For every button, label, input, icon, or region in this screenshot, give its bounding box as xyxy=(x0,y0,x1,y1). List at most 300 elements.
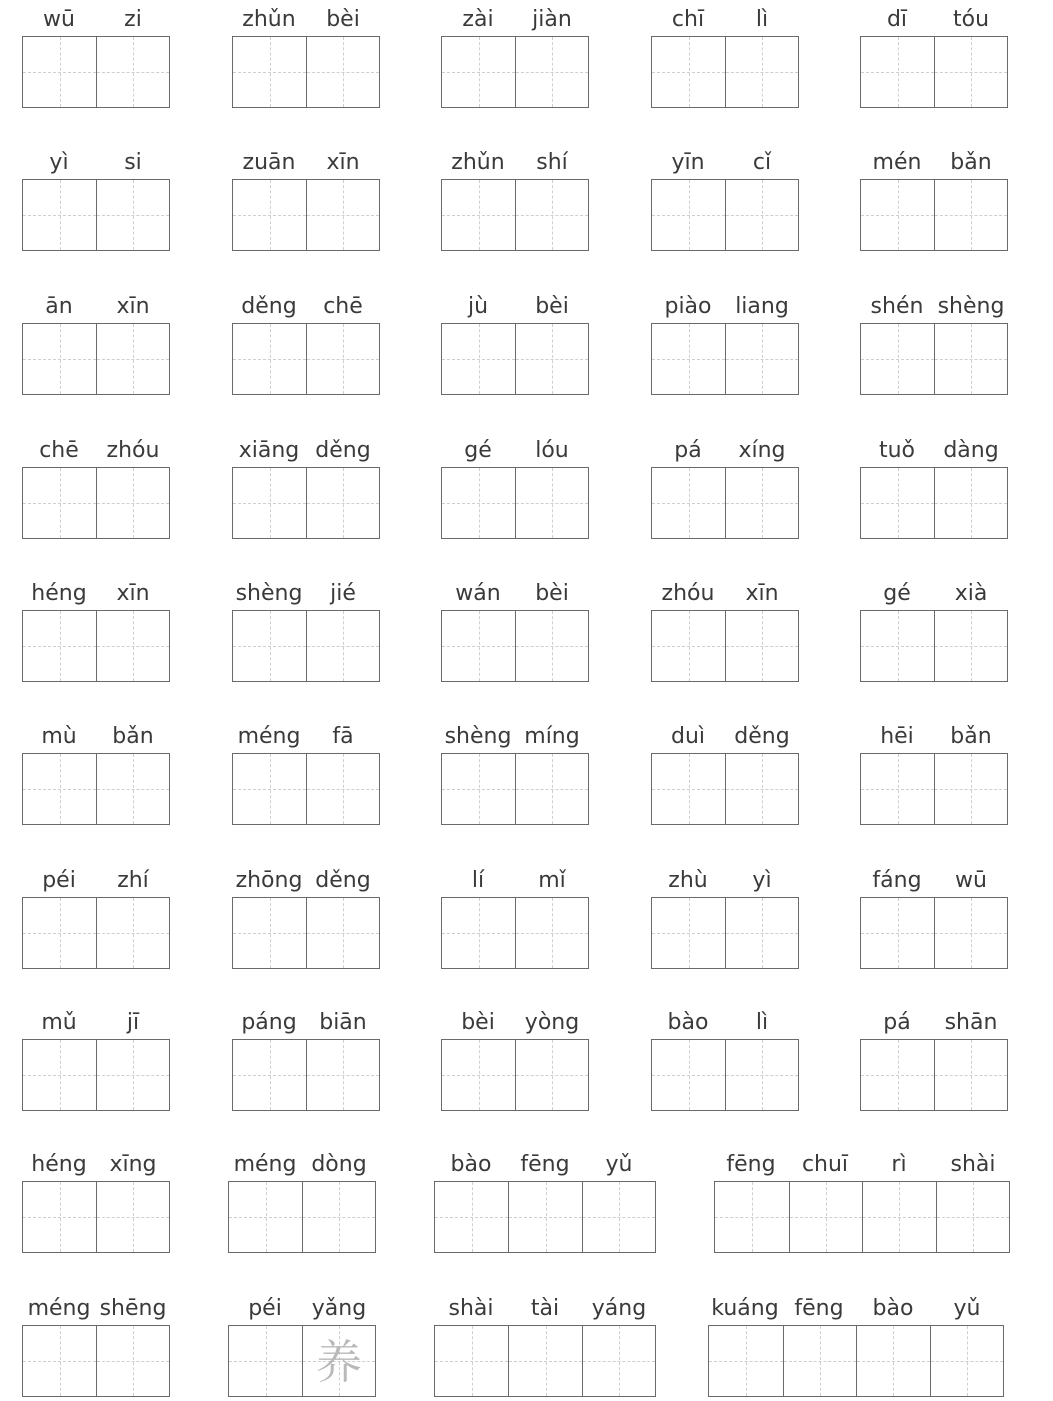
writing-grid xyxy=(434,1181,656,1253)
character-cell[interactable] xyxy=(442,754,515,824)
writing-grid xyxy=(22,36,170,108)
pinyin-syllable: děng xyxy=(315,438,371,463)
pinyin-syllable: dī xyxy=(886,7,908,32)
pinyin-syllable: mǔ xyxy=(41,1010,77,1035)
writing-grid xyxy=(22,467,170,539)
pinyin-syllable: hēi xyxy=(880,724,914,749)
character-cell[interactable] xyxy=(233,1040,306,1110)
pinyin-syllable: zài xyxy=(462,7,494,32)
writing-grid xyxy=(651,1039,799,1111)
writing-grid xyxy=(441,36,589,108)
character-cell[interactable] xyxy=(96,468,169,538)
pinyin-syllable: kuáng xyxy=(711,1296,779,1321)
character-cell[interactable] xyxy=(306,898,379,968)
writing-grid xyxy=(22,753,170,825)
pinyin-syllable: bèi xyxy=(535,581,569,606)
character-cell[interactable] xyxy=(442,180,515,250)
pinyin-syllable: xīn xyxy=(326,150,360,175)
character-cell[interactable] xyxy=(862,1182,936,1252)
character-cell[interactable] xyxy=(861,1040,934,1110)
pinyin-syllable: bèi xyxy=(326,7,360,32)
pinyin-syllable: zhóu xyxy=(106,438,160,463)
pinyin-syllable: fáng xyxy=(872,868,922,893)
character-cell[interactable] xyxy=(96,324,169,394)
writing-grid xyxy=(22,323,170,395)
character-cell[interactable] xyxy=(934,324,1007,394)
character-cell[interactable] xyxy=(652,611,725,681)
pinyin-syllable: shài xyxy=(950,1152,996,1177)
character-cell[interactable] xyxy=(442,898,515,968)
writing-grid xyxy=(22,897,170,969)
pinyin-syllable: míng xyxy=(524,724,580,749)
pinyin-syllable: fēng xyxy=(794,1296,844,1321)
writing-grid xyxy=(708,1325,1004,1397)
pinyin-row xyxy=(651,292,799,326)
pinyin-row xyxy=(651,1008,799,1042)
pinyin-row xyxy=(22,866,170,900)
prefilled-character: 养 xyxy=(316,1335,362,1389)
writing-grid xyxy=(714,1181,1010,1253)
pinyin-syllable: zi xyxy=(124,7,142,32)
writing-grid xyxy=(232,610,380,682)
character-cell[interactable] xyxy=(861,37,934,107)
pinyin-syllable: gé xyxy=(883,581,911,606)
character-cell[interactable] xyxy=(442,324,515,394)
pinyin-row xyxy=(232,579,380,613)
pinyin-syllable: lí xyxy=(471,868,485,893)
character-cell[interactable] xyxy=(302,1326,375,1396)
pinyin-syllable: dòng xyxy=(311,1152,367,1177)
pinyin-syllable: gé xyxy=(464,438,492,463)
pinyin-syllable: wán xyxy=(455,581,501,606)
character-cell[interactable] xyxy=(233,180,306,250)
pinyin-syllable: zhōng xyxy=(235,868,303,893)
character-cell[interactable] xyxy=(508,1326,581,1396)
pinyin-syllable: chuī xyxy=(801,1152,849,1177)
writing-grid xyxy=(860,610,1008,682)
character-cell[interactable] xyxy=(233,324,306,394)
pinyin-syllable: yǎng xyxy=(311,1296,367,1321)
pinyin-syllable: fēng xyxy=(726,1152,776,1177)
character-cell[interactable] xyxy=(233,611,306,681)
pinyin-row xyxy=(860,292,1008,326)
pinyin-syllable: fā xyxy=(332,724,354,749)
character-cell[interactable] xyxy=(725,754,798,824)
character-cell[interactable] xyxy=(302,1182,375,1252)
character-cell[interactable] xyxy=(96,1040,169,1110)
character-cell[interactable] xyxy=(233,754,306,824)
pinyin-syllable: méng xyxy=(237,724,301,749)
character-cell[interactable] xyxy=(442,37,515,107)
writing-grid xyxy=(22,610,170,682)
writing-grid xyxy=(441,1039,589,1111)
pinyin-row xyxy=(434,1294,656,1328)
pinyin-syllable: wū xyxy=(43,7,75,32)
character-cell[interactable] xyxy=(725,37,798,107)
pinyin-syllable: bǎn xyxy=(950,724,992,749)
pinyin-row xyxy=(860,1008,1008,1042)
pinyin-row xyxy=(441,436,589,470)
pinyin-syllable: chē xyxy=(323,294,363,319)
writing-grid xyxy=(441,610,589,682)
character-cell[interactable] xyxy=(725,324,798,394)
character-cell[interactable] xyxy=(306,611,379,681)
pinyin-row xyxy=(860,866,1008,900)
character-cell[interactable] xyxy=(934,754,1007,824)
pinyin-syllable: wū xyxy=(955,868,987,893)
pinyin-row xyxy=(441,579,589,613)
character-cell[interactable] xyxy=(515,468,588,538)
pinyin-row xyxy=(651,148,799,182)
pinyin-row xyxy=(232,722,380,756)
pinyin-row xyxy=(860,722,1008,756)
character-cell[interactable] xyxy=(306,468,379,538)
pinyin-syllable: zhí xyxy=(117,868,149,893)
pinyin-syllable: méng xyxy=(27,1296,91,1321)
character-cell[interactable] xyxy=(23,1326,96,1396)
pinyin-row xyxy=(22,5,170,39)
pinyin-row xyxy=(22,1008,170,1042)
pinyin-syllable: xiāng xyxy=(238,438,300,463)
pinyin-syllable: héng xyxy=(31,1152,87,1177)
character-cell[interactable] xyxy=(306,180,379,250)
character-cell[interactable] xyxy=(515,611,588,681)
pinyin-syllable: dàng xyxy=(943,438,999,463)
character-cell[interactable] xyxy=(861,611,934,681)
character-cell[interactable] xyxy=(23,898,96,968)
pinyin-syllable: pá xyxy=(674,438,702,463)
pinyin-syllable: bǎn xyxy=(950,150,992,175)
pinyin-syllable: shén xyxy=(870,294,924,319)
character-cell[interactable] xyxy=(783,1326,857,1396)
pinyin-syllable: xīn xyxy=(116,581,150,606)
pinyin-row xyxy=(441,866,589,900)
character-cell[interactable] xyxy=(861,468,934,538)
pinyin-syllable: xīng xyxy=(109,1152,157,1177)
pinyin-syllable: zhǔn xyxy=(451,150,505,175)
writing-grid xyxy=(651,179,799,251)
pinyin-syllable: bào xyxy=(872,1296,914,1321)
pinyin-syllable: jù xyxy=(467,294,489,319)
character-cell[interactable] xyxy=(652,754,725,824)
pinyin-syllable: shān xyxy=(944,1010,998,1035)
pinyin-syllable: zhóu xyxy=(661,581,715,606)
character-cell[interactable] xyxy=(652,324,725,394)
character-cell[interactable] xyxy=(861,180,934,250)
writing-grid xyxy=(232,36,380,108)
character-cell[interactable] xyxy=(934,468,1007,538)
writing-grid xyxy=(651,610,799,682)
pinyin-syllable: pá xyxy=(883,1010,911,1035)
pinyin-row xyxy=(860,148,1008,182)
character-cell[interactable] xyxy=(96,180,169,250)
pinyin-row xyxy=(441,1008,589,1042)
writing-grid xyxy=(860,323,1008,395)
writing-grid xyxy=(232,467,380,539)
character-cell[interactable] xyxy=(229,1182,302,1252)
pinyin-syllable: liang xyxy=(735,294,789,319)
character-cell[interactable] xyxy=(725,611,798,681)
character-cell[interactable] xyxy=(306,1040,379,1110)
pinyin-syllable: xīn xyxy=(745,581,779,606)
character-cell[interactable] xyxy=(515,37,588,107)
character-cell[interactable] xyxy=(23,468,96,538)
character-cell[interactable] xyxy=(435,1182,508,1252)
character-cell[interactable] xyxy=(96,754,169,824)
writing-grid xyxy=(441,179,589,251)
pinyin-syllable: piào xyxy=(664,294,712,319)
character-cell[interactable] xyxy=(934,37,1007,107)
pinyin-syllable: xià xyxy=(954,581,988,606)
pinyin-syllable: shài xyxy=(448,1296,494,1321)
character-cell[interactable] xyxy=(861,898,934,968)
character-cell[interactable] xyxy=(652,898,725,968)
pinyin-row xyxy=(22,292,170,326)
pinyin-syllable: lóu xyxy=(535,438,569,463)
character-cell[interactable] xyxy=(96,37,169,107)
writing-grid xyxy=(441,467,589,539)
character-cell[interactable] xyxy=(725,180,798,250)
character-cell[interactable] xyxy=(582,1182,655,1252)
character-cell[interactable] xyxy=(934,611,1007,681)
pinyin-syllable: shèng xyxy=(235,581,303,606)
writing-grid xyxy=(651,897,799,969)
pinyin-syllable: xīn xyxy=(116,294,150,319)
pinyin-syllable: péi xyxy=(42,868,76,893)
character-cell[interactable] xyxy=(515,324,588,394)
writing-grid xyxy=(651,753,799,825)
pinyin-syllable: lì xyxy=(755,7,769,32)
pinyin-syllable: ān xyxy=(45,294,73,319)
character-cell[interactable] xyxy=(442,468,515,538)
pinyin-syllable: shèng xyxy=(937,294,1005,319)
writing-grid xyxy=(860,36,1008,108)
pinyin-row xyxy=(860,579,1008,613)
writing-grid xyxy=(860,897,1008,969)
character-cell[interactable] xyxy=(442,611,515,681)
character-cell[interactable] xyxy=(23,324,96,394)
character-cell[interactable] xyxy=(934,898,1007,968)
pinyin-syllable: méng xyxy=(233,1152,297,1177)
writing-grid xyxy=(860,467,1008,539)
pinyin-syllable: si xyxy=(124,150,142,175)
pinyin-row xyxy=(651,722,799,756)
character-cell[interactable] xyxy=(442,1040,515,1110)
pinyin-syllable: mù xyxy=(41,724,77,749)
character-cell[interactable] xyxy=(930,1326,1004,1396)
character-cell[interactable] xyxy=(652,180,725,250)
character-cell[interactable] xyxy=(96,611,169,681)
writing-grid xyxy=(860,179,1008,251)
pinyin-syllable: lì xyxy=(755,1010,769,1035)
writing-grid xyxy=(651,36,799,108)
character-cell[interactable] xyxy=(435,1326,508,1396)
character-cell[interactable] xyxy=(515,180,588,250)
pinyin-syllable: yǔ xyxy=(605,1152,633,1177)
character-cell[interactable] xyxy=(508,1182,581,1252)
pinyin-syllable: shí xyxy=(536,150,568,175)
character-cell[interactable] xyxy=(515,898,588,968)
pinyin-syllable: yǔ xyxy=(953,1296,981,1321)
character-cell[interactable] xyxy=(936,1182,1010,1252)
pinyin-row xyxy=(22,148,170,182)
pinyin-syllable: fēng xyxy=(520,1152,570,1177)
character-cell[interactable] xyxy=(725,468,798,538)
pinyin-row xyxy=(441,722,589,756)
character-cell[interactable] xyxy=(306,37,379,107)
pinyin-row xyxy=(651,579,799,613)
writing-grid xyxy=(228,1325,376,1397)
pinyin-syllable: bào xyxy=(667,1010,709,1035)
character-cell[interactable] xyxy=(306,324,379,394)
pinyin-row xyxy=(441,148,589,182)
writing-grid xyxy=(441,897,589,969)
pinyin-row xyxy=(651,866,799,900)
character-cell[interactable] xyxy=(715,1182,789,1252)
pinyin-syllable: bèi xyxy=(461,1010,495,1035)
writing-grid xyxy=(232,897,380,969)
pinyin-syllable: duì xyxy=(670,724,706,749)
pinyin-row xyxy=(860,436,1008,470)
character-cell[interactable] xyxy=(652,1040,725,1110)
writing-grid xyxy=(22,1181,170,1253)
writing-grid xyxy=(232,179,380,251)
pinyin-row xyxy=(434,1150,656,1184)
character-cell[interactable] xyxy=(23,1182,96,1252)
pinyin-row xyxy=(232,436,380,470)
pinyin-row xyxy=(441,292,589,326)
character-cell[interactable] xyxy=(861,754,934,824)
writing-grid xyxy=(860,1039,1008,1111)
pinyin-syllable: yòng xyxy=(524,1010,580,1035)
pinyin-row xyxy=(22,436,170,470)
character-cell[interactable] xyxy=(23,754,96,824)
character-cell[interactable] xyxy=(23,1040,96,1110)
pinyin-syllable: cǐ xyxy=(752,150,772,175)
pinyin-row xyxy=(232,148,380,182)
pinyin-syllable: bèi xyxy=(535,294,569,319)
pinyin-syllable: jī xyxy=(126,1010,140,1035)
character-cell[interactable] xyxy=(306,754,379,824)
pinyin-row xyxy=(860,5,1008,39)
character-cell[interactable] xyxy=(96,1326,169,1396)
pinyin-row xyxy=(714,1150,1010,1184)
character-cell[interactable] xyxy=(934,1040,1007,1110)
character-cell[interactable] xyxy=(861,324,934,394)
pinyin-syllable: tuǒ xyxy=(878,438,916,463)
pinyin-syllable: biān xyxy=(319,1010,367,1035)
writing-grid xyxy=(228,1181,376,1253)
character-cell[interactable] xyxy=(96,1182,169,1252)
writing-grid xyxy=(434,1325,656,1397)
character-cell[interactable] xyxy=(233,37,306,107)
pinyin-syllable: mén xyxy=(872,150,922,175)
pinyin-row xyxy=(651,5,799,39)
pinyin-syllable: bào xyxy=(450,1152,492,1177)
pinyin-row xyxy=(228,1294,376,1328)
character-cell[interactable] xyxy=(582,1326,655,1396)
pinyin-syllable: zhǔn xyxy=(242,7,296,32)
character-cell[interactable] xyxy=(96,898,169,968)
writing-grid xyxy=(651,467,799,539)
pinyin-syllable: yì xyxy=(49,150,69,175)
pinyin-syllable: jiàn xyxy=(532,7,572,32)
writing-grid xyxy=(22,1325,170,1397)
character-cell[interactable] xyxy=(652,468,725,538)
pinyin-row xyxy=(441,5,589,39)
writing-grid xyxy=(22,1039,170,1111)
pinyin-row xyxy=(22,722,170,756)
character-cell[interactable] xyxy=(233,468,306,538)
pinyin-syllable: páng xyxy=(241,1010,297,1035)
pinyin-row xyxy=(228,1150,376,1184)
pinyin-syllable: péi xyxy=(248,1296,282,1321)
pinyin-syllable: děng xyxy=(241,294,297,319)
pinyin-syllable: zhù xyxy=(668,868,708,893)
pinyin-syllable: bǎn xyxy=(112,724,154,749)
pinyin-row xyxy=(22,1294,170,1328)
writing-grid xyxy=(232,753,380,825)
pinyin-syllable: děng xyxy=(315,868,371,893)
pinyin-syllable: děng xyxy=(734,724,790,749)
writing-grid xyxy=(651,323,799,395)
character-cell[interactable] xyxy=(233,898,306,968)
character-cell[interactable] xyxy=(23,37,96,107)
pinyin-syllable: rì xyxy=(891,1152,907,1177)
writing-grid xyxy=(441,753,589,825)
character-cell[interactable] xyxy=(652,37,725,107)
character-cell[interactable] xyxy=(725,898,798,968)
character-cell[interactable] xyxy=(515,1040,588,1110)
pinyin-syllable: yīn xyxy=(671,150,705,175)
pinyin-syllable: xíng xyxy=(738,438,786,463)
character-cell[interactable] xyxy=(23,611,96,681)
pinyin-row xyxy=(232,1008,380,1042)
pinyin-syllable: jié xyxy=(330,581,356,606)
pinyin-row xyxy=(22,579,170,613)
character-cell[interactable] xyxy=(725,1040,798,1110)
character-cell[interactable] xyxy=(709,1326,783,1396)
pinyin-syllable: shèng xyxy=(444,724,512,749)
pinyin-syllable: tóu xyxy=(952,7,990,32)
pinyin-syllable: chē xyxy=(39,438,79,463)
writing-grid xyxy=(860,753,1008,825)
character-cell[interactable] xyxy=(23,180,96,250)
character-cell[interactable] xyxy=(229,1326,302,1396)
writing-grid xyxy=(22,179,170,251)
pinyin-syllable: mǐ xyxy=(538,868,566,893)
character-cell[interactable] xyxy=(515,754,588,824)
pinyin-row xyxy=(708,1294,1004,1328)
pinyin-syllable: tài xyxy=(530,1296,560,1321)
character-cell[interactable] xyxy=(789,1182,863,1252)
writing-grid xyxy=(232,323,380,395)
pinyin-row xyxy=(232,292,380,326)
pinyin-row xyxy=(22,1150,170,1184)
pinyin-row xyxy=(232,866,380,900)
pinyin-syllable: shēng xyxy=(99,1296,167,1321)
writing-grid xyxy=(441,323,589,395)
pinyin-syllable: chī xyxy=(671,7,705,32)
pinyin-syllable: yì xyxy=(752,868,772,893)
pinyin-row xyxy=(651,436,799,470)
pinyin-syllable: héng xyxy=(31,581,87,606)
pinyin-syllable: yáng xyxy=(591,1296,647,1321)
character-cell[interactable] xyxy=(934,180,1007,250)
writing-grid xyxy=(232,1039,380,1111)
pinyin-row xyxy=(232,5,380,39)
character-cell[interactable] xyxy=(856,1326,930,1396)
